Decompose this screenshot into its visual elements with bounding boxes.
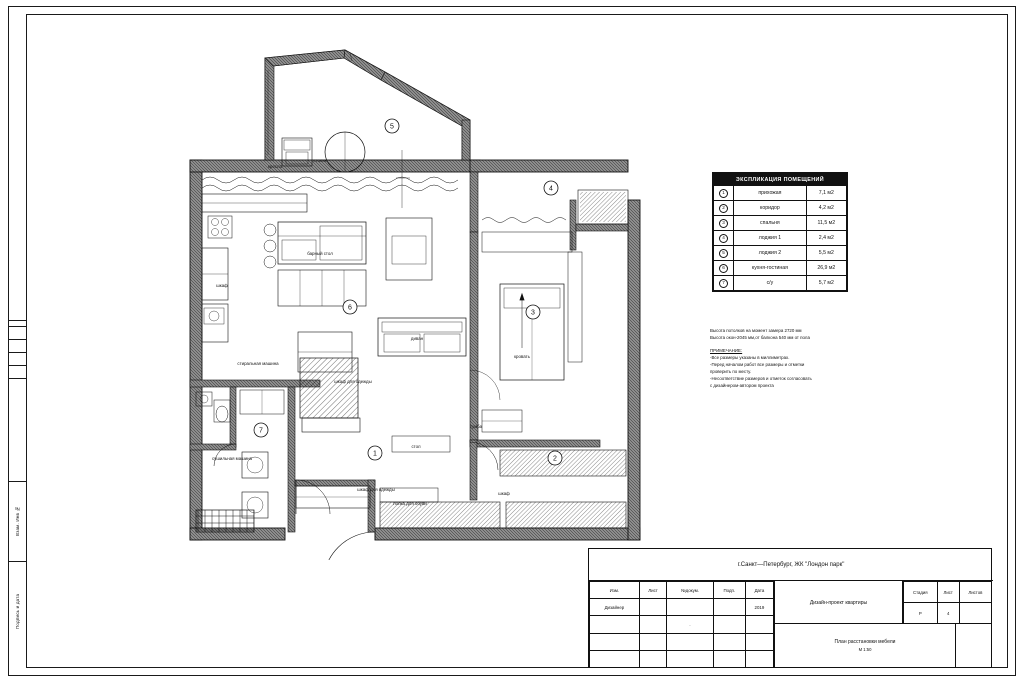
plan-furniture-label: шкаф [216, 283, 228, 288]
plan-furniture-label: шкаф для одежды [334, 379, 372, 384]
revision-cell [639, 599, 667, 616]
title-block [588, 548, 992, 668]
plan-furniture-label: тумба [469, 424, 483, 429]
svg-text:2: 2 [553, 455, 557, 463]
room-schedule-table [712, 172, 848, 292]
plan-furniture-label: барный стол [307, 251, 333, 256]
stage-value: 4 [937, 603, 959, 624]
stamp-cell-0: Взам. Инв № [8, 481, 26, 561]
note-height-0: Высота потолков на момент замера 2720 мм [710, 328, 802, 333]
plan-furniture-label: шкаф [498, 491, 510, 496]
room-number-7: 7 [714, 276, 734, 291]
svg-text:1: 1 [373, 450, 377, 458]
room-name: прихожая [734, 186, 807, 201]
note-line-4: с дизайнером-автором проекта [710, 382, 774, 388]
room-number-6: 6 [714, 261, 734, 276]
revision-cell [667, 650, 713, 667]
revision-cell [745, 616, 773, 633]
revision-col-header: Подп. [713, 582, 745, 599]
left-stamp-column [8, 320, 26, 676]
room-schedule-row [714, 201, 847, 216]
svg-text:6: 6 [348, 304, 352, 312]
room-name: лоджия 2 [734, 246, 807, 261]
revision-cell [590, 633, 640, 650]
room-area: 5,5 м2 [806, 246, 846, 261]
revision-col-header: Изм. [590, 582, 640, 599]
room-name: лоджия 1 [734, 231, 807, 246]
project-name: г.Санкт—Петербург, ЖК "Лондон парк" [589, 549, 993, 581]
note-line-0: -Все размеры указаны в миллиметрах. [710, 355, 790, 361]
svg-text:4: 4 [549, 185, 553, 193]
room-schedule-header: ЭКСПЛИКАЦИЯ ПОМЕЩЕНИЙ [714, 174, 847, 186]
revision-col-header: Дата [745, 582, 773, 599]
room-number-4: 4 [714, 231, 734, 246]
svg-text:7: 7 [259, 427, 263, 435]
title-block-right [775, 581, 992, 668]
svg-text:3: 3 [531, 309, 535, 317]
note-height-1: Высота окон-2045 мм,от балкона 540 мм от пола [710, 334, 810, 340]
room-schedule-row [714, 216, 847, 231]
notes-block [710, 348, 860, 390]
plan-furniture-label: сушильная машина [212, 456, 252, 461]
doc-title-row [775, 581, 992, 624]
room-name: коридор [734, 201, 807, 216]
stage-table [902, 581, 992, 624]
revision-cell [745, 633, 773, 650]
room-area: 26,9 м2 [806, 261, 846, 276]
plan-furniture-label: кровать [514, 354, 530, 359]
sheet-title-cell [775, 624, 955, 668]
plan-furniture-label: стол [411, 444, 421, 449]
room-area: 7,1 м2 [806, 186, 846, 201]
note-line-1: -Перед началом работ все размеры и отметки [710, 362, 805, 368]
stage-value: Р [904, 603, 938, 624]
plan-room-tag-7 [254, 423, 268, 437]
stage-label: Листов [959, 582, 991, 603]
stage-value [959, 603, 991, 624]
revision-col-header: Лист [639, 582, 667, 599]
room-schedule-row [714, 186, 847, 201]
plan-room-tag-4 [544, 181, 558, 195]
svg-text:5: 5 [390, 123, 394, 131]
revision-cell [639, 616, 667, 633]
stamp-cell-1: Подпись и дата [8, 561, 26, 661]
room-schedule-row [714, 231, 847, 246]
revision-cell [639, 633, 667, 650]
plan-room-tag-6 [343, 300, 357, 314]
revision-cell [590, 650, 640, 667]
room-name: кухня-гостиная [734, 261, 807, 276]
revision-cell [590, 616, 640, 633]
plan-furniture-label: кресло [267, 164, 283, 169]
revision-col-header: №докум. [667, 582, 713, 599]
stage-label: Лист [937, 582, 959, 603]
drawing-notes [710, 328, 860, 396]
room-area: 2,4 м2 [806, 231, 846, 246]
revision-cell [713, 650, 745, 667]
revision-cell: Дизайнер [590, 599, 640, 616]
revision-row [590, 599, 774, 616]
organization-cell [955, 624, 992, 668]
sheet-scale: М 1:50 [858, 646, 872, 652]
note-line-2: проверить по месту. [710, 369, 752, 375]
plan-furniture-label: полка для обуви [393, 501, 427, 506]
plan-room-tag-5 [385, 119, 399, 133]
room-name: спальня [734, 216, 807, 231]
room-schedule-row [714, 276, 847, 291]
revision-cell [745, 650, 773, 667]
plan-room-tag-3 [526, 305, 540, 319]
room-schedule-row [714, 261, 847, 276]
sheet-title: План расстановки мебели [834, 639, 896, 646]
revision-cell: 2019 [745, 599, 773, 616]
ceiling-heights [710, 328, 860, 342]
revision-cell [713, 616, 745, 633]
plan-room-tag-1 [368, 446, 382, 460]
plan-furniture-label: диван [410, 336, 424, 341]
revision-cell [713, 599, 745, 616]
revision-row [590, 633, 774, 650]
room-area: 5,7 м2 [806, 276, 846, 291]
room-area: 4,2 м2 [806, 201, 846, 216]
revision-table [589, 581, 775, 668]
notes-title: ПРИМЕЧАНИЕ: [710, 347, 743, 353]
plan-furniture-label: столик [313, 158, 327, 163]
note-line-3: -Несоответствие размеров и отметок согласовать [710, 375, 812, 381]
floor-plan [170, 40, 660, 560]
revision-row [590, 650, 774, 667]
room-number-3: 3 [714, 216, 734, 231]
stage-label: Стадия [904, 582, 938, 603]
revision-cell: . [667, 616, 713, 633]
plan-furniture-label: шкаф для одежды [357, 487, 395, 492]
plan-furniture-label: стиральная машина [237, 361, 279, 366]
revision-cell [639, 650, 667, 667]
room-number-1: 1 [714, 186, 734, 201]
revision-cell [667, 633, 713, 650]
revision-cell [713, 633, 745, 650]
revision-cell [667, 599, 713, 616]
room-number-5: 5 [714, 246, 734, 261]
room-name: с/у [734, 276, 807, 291]
plan-room-tag-2 [548, 451, 562, 465]
room-number-2: 2 [714, 201, 734, 216]
revision-row [590, 616, 774, 633]
doc-title: Дизайн-проект квартиры [809, 599, 868, 606]
room-schedule-row [714, 246, 847, 261]
room-area: 11,5 м2 [806, 216, 846, 231]
sheet-title-row [775, 624, 992, 668]
